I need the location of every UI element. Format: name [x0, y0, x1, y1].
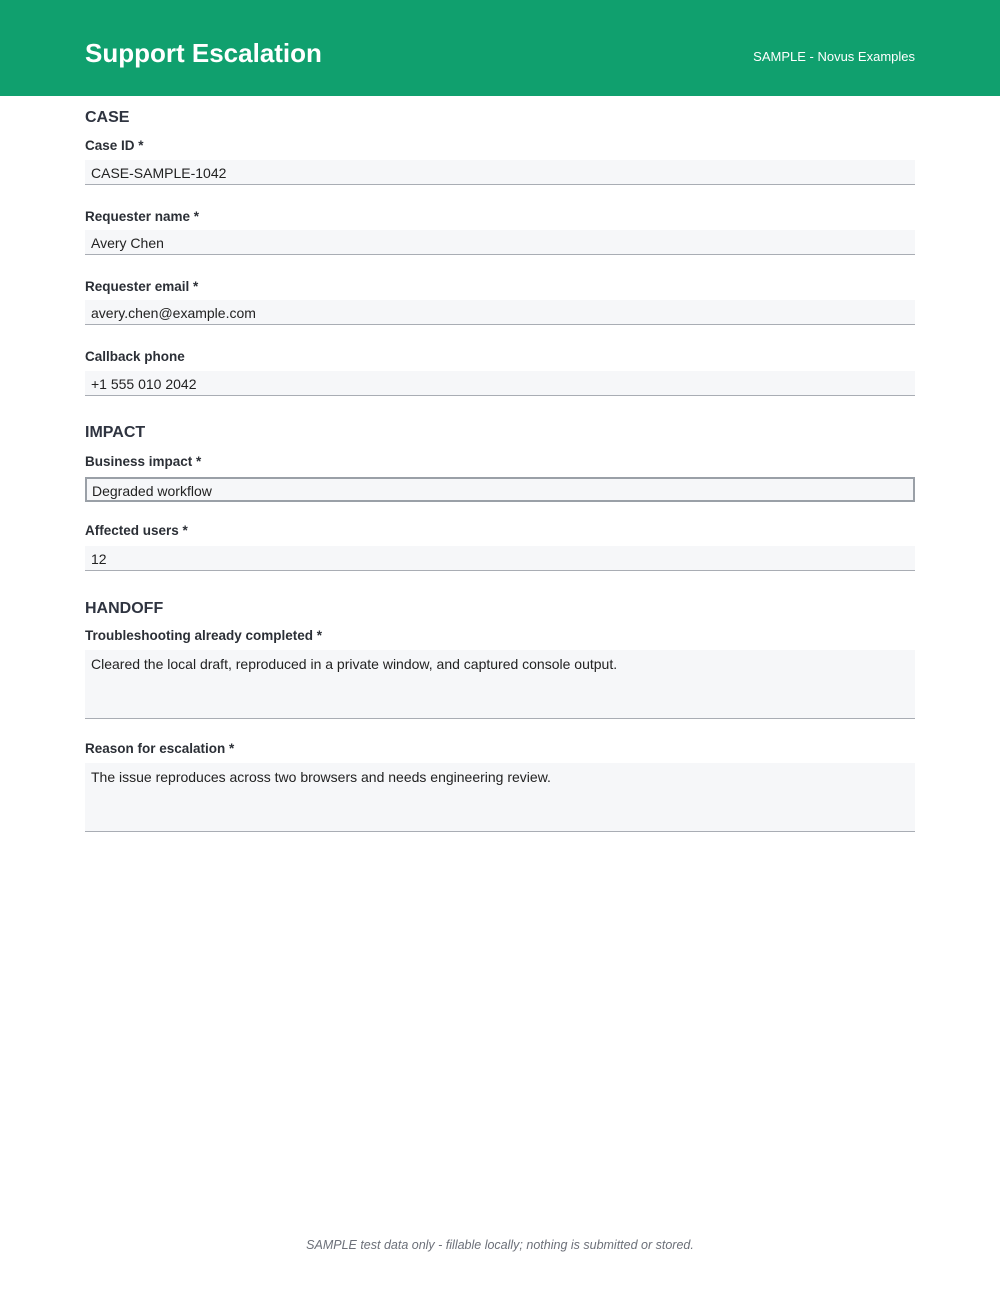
business-impact-select[interactable]: Degraded workflow: [85, 477, 915, 502]
escalation-reason-label: Reason for escalation *: [85, 741, 235, 756]
section-heading-case: CASE: [85, 109, 130, 126]
case-id-label: Case ID *: [85, 138, 144, 153]
escalation-reason-textarea[interactable]: The issue reproduces across two browsers and needs engineering review.: [85, 763, 915, 832]
requester-name-field[interactable]: Avery Chen: [85, 230, 915, 255]
case-id-field[interactable]: CASE-SAMPLE-1042: [85, 160, 915, 185]
footer-note: SAMPLE test data only - fillable locally; nothing is submitted or stored.: [306, 1238, 694, 1252]
callback-phone-label: Callback phone: [85, 349, 185, 364]
requester-email-label: Requester email *: [85, 279, 199, 294]
affected-users-field[interactable]: 12: [85, 546, 915, 571]
callback-phone-field[interactable]: +1 555 010 2042: [85, 371, 915, 396]
troubleshooting-label: Troubleshooting already completed *: [85, 628, 323, 643]
section-heading-handoff: HANDOFF: [85, 600, 164, 617]
affected-users-label: Affected users *: [85, 523, 188, 538]
troubleshooting-textarea[interactable]: Cleared the local draft, reproduced in a private window, and captured console output.: [85, 650, 915, 719]
form-subtitle: SAMPLE - Novus Examples: [753, 49, 915, 64]
form-header: [0, 0, 1000, 96]
form-title: Support Escalation: [85, 38, 322, 68]
requester-name-label: Requester name *: [85, 209, 200, 224]
business-impact-label: Business impact *: [85, 454, 202, 469]
requester-email-field[interactable]: avery.chen@example.com: [85, 300, 915, 325]
section-heading-impact: IMPACT: [85, 424, 146, 441]
